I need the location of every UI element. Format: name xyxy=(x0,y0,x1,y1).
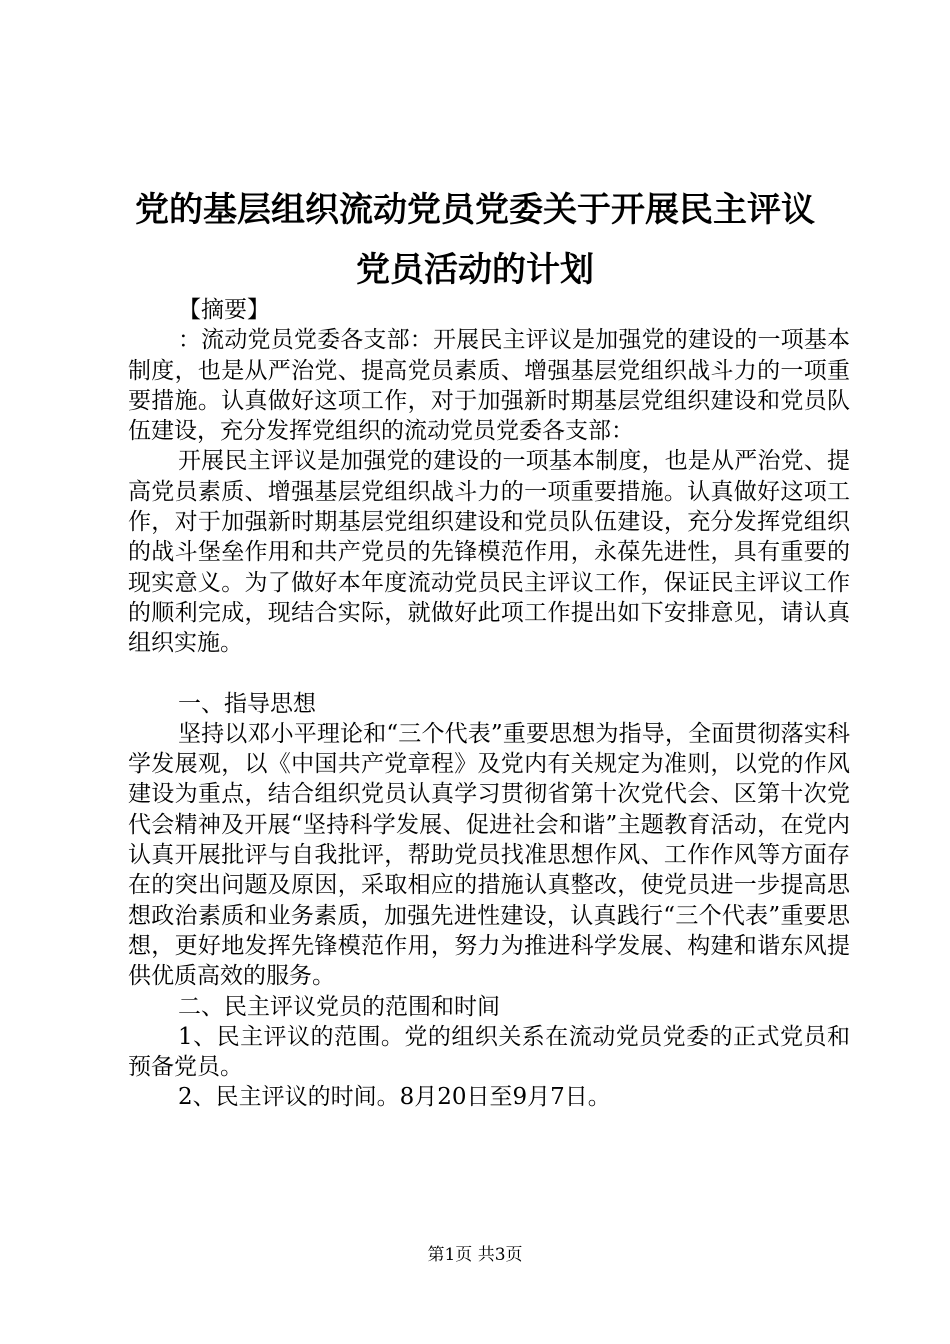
page-indicator: 第1页 共3页 xyxy=(427,1245,523,1265)
section-1-heading: 一、指导思想 xyxy=(178,690,316,717)
section-2-item-1: 1、民主评议的范围。党的组织关系在流动党员党委的正式党员和预备党员。 xyxy=(128,1023,850,1081)
paragraph-gap xyxy=(128,659,850,689)
section-1-text: 坚持以邓小平理论和“三个代表”重要思想为指导，全面贯彻落实科学发展观，以《中国共产党章程》及党内有关规定为准则，以党的作风建设为重点，结合组织党员认真学习贯彻省第十次党代会、区第十次党代会精神及开展“坚持科学发展、促进社会和谐”主题教育活动，在党内认真开展批评与自我批评，帮助党员找准思想作风、工作作风等方面存在的突出问题及原因，采取相应的措施认真整改，使党员进一步提高思想政治素质和业务素质，加强先进性建设，认真践行“三个代表”重要思想，更好地发挥先锋模范作用，努力为推进科学发展、构建和谐东风提供优质高效的服务。 xyxy=(128,720,850,990)
section-2-heading: 二、民主评议党员的范围和时间 xyxy=(178,993,500,1020)
document-title-line-2: 党员活动的计划 xyxy=(356,250,594,290)
abstract-label: 【摘要】 xyxy=(178,297,270,323)
document-title-line-1: 党的基层组织流动党员党委关于开展民主评议 xyxy=(135,190,815,230)
section-2-item-2: 2、民主评议的时间。8月20日至9月7日。 xyxy=(178,1084,611,1111)
abstract-text: ：流动党员党委各支部：开展民主评议是加强党的建设的一项基本制度，也是从严治党、提高党员素质、增强基层党组织战斗力的一项重要措施。认真做好这项工作，对于加强新时期基层党组织建设和党员队伍建设，充分发挥党组织的流动党员党委各支部： xyxy=(128,327,850,445)
intro-paragraph: 开展民主评议是加强党的建设的一项基本制度，也是从严治党、提高党员素质、增强基层党组织战斗力的一项重要措施。认真做好这项工作，对于加强新时期基层党组织建设和党员队伍建设，充分发挥党组织的战斗堡垒作用和共产党员的先锋模范作用，永葆先进性，具有重要的现实意义。为了做好本年度流动党员民主评议工作，保证民主评议工作的顺利完成，现结合实际，就做好此项工作提出如下安排意见，请认真组织实施。 xyxy=(128,448,850,657)
document-body xyxy=(128,295,850,1113)
